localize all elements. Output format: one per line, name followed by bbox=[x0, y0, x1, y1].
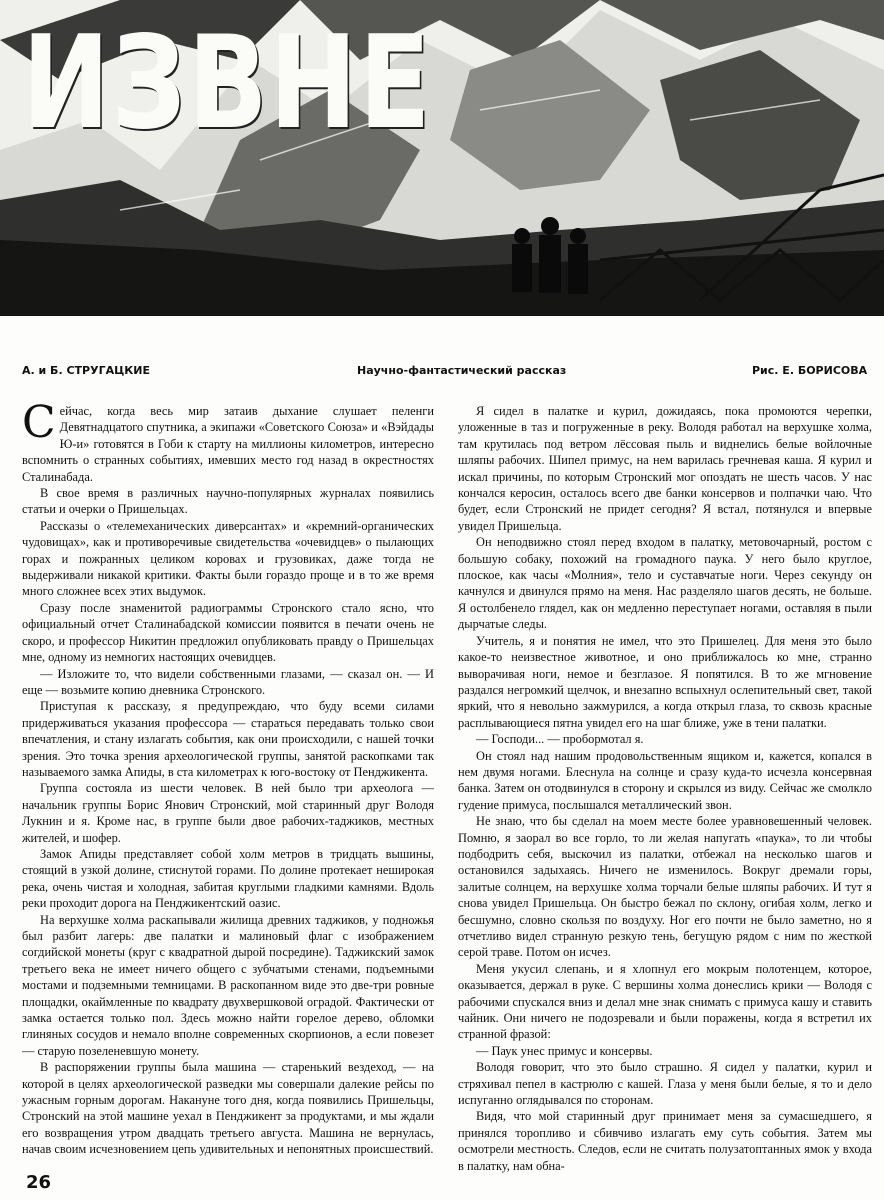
right-column bbox=[458, 403, 872, 1174]
paragraph: Он стоял над нашим продовольственным ящиком и, кажется, копался в нем двумя ногами. Блеснула на солнце и сразу куда-то исчезла консервная банка. Затем он отодвинулся в сторону и скрылся из виду. Сейчас же смолкло гудение примуса, послышался металлический звон. bbox=[458, 748, 872, 812]
paragraph: На верхушке холма раскапывали жилища древних таджиков, у подножья был разбит лагерь: две палатки и малиновый флаг с изображением согдийской монеты (круг с квадратной дырой посредине). Таджикский замок третьего века не имеет ничего общего с зубчатыми стенами, подъемными мостами и подземными темницами. В раскопанном виде это две-три ровные площадки, окаймленные по квадрату двухвершковой оградой. Фактически от замка остается только пол. Здесь можно найти горелое дерево, обломки глиняных сосудов и немало вполне современных скорпионов, а если повезет — старую позеленевшую монету. bbox=[22, 912, 434, 1058]
paragraph: Приступая к рассказу, я предупреждаю, что буду всеми силами придерживаться указания профессора — стараться передавать только свои впечатления, и стану излагать события, как они происходили, с нашей точки зрения. Это точка зрения археологической группы, занятой раскопками так называемого замка Апиды, в ста километрах к юго-востоку от Пенджикента. bbox=[22, 699, 434, 779]
paragraph: Видя, что мой старинный друг принимает меня за сумасшедшего, я принялся торопливо и сбивчиво излагать ему суть события. Затем мы осмотрели местность. Следов, если не считать полузатоптанных ямок у входа в палатку, нам обна- bbox=[458, 1109, 872, 1173]
paragraph: Группа состояла из шести человек. В ней было три археолога — начальник группы Борис Янович Стронский, мой старинный друг Володя Лукнин и я. Кроме нас, в группе были двое рабочих-таджиков, местных жителей, и шофер. bbox=[22, 781, 434, 845]
page-number: 26 bbox=[26, 1172, 52, 1193]
paragraph: Не знаю, что бы сделал на моем месте более уравновешенный человек. Помню, я заорал во все горло, то ли желая напугать «паука», то ли чтобы подбодрить себя, выскочил из палатки, отбежал на несколько шагов и остановился задыхаясь. Ничего не изменилось. Вокруг дремали горы, залитые солнцем, на верхушке холма торчали белые шляпы рабочих. И тут я снова увидел Пришельца. Он быстро бежал по склону, огибая холм, легко и бесшумно, словно скользя по воздуху. Ног его почти не было заметно, но я отчетливо видел странную резкую тень, бегущую рядом с ним по жесткой серой траве. Потом он исчез. bbox=[458, 814, 872, 960]
paragraph: Рассказы о «телемеханических диверсантах» и «кремний-органических чудовищах», как и противоречивые свидетельства «очевидцев» о пылающих горах и пожранных целиком коровах и грузовиках, даже тогда не выдерживали никакой критики. Факты были гораздо проще и в то же время много сложнее всех этих выдумок. bbox=[22, 518, 434, 599]
genre-subtitle: Научно-фантастический рассказ bbox=[357, 364, 567, 377]
paragraph: Замок Апиды представляет собой холм метров в тридцать вышины, стоящий в узкой долине, стиснутой горами. По долине протекает неширокая река, очень чистая и холодная, забитая круглыми гладкими камнями. Вдоль реки проходит дорога на Пенджикентский оазис. bbox=[22, 846, 434, 911]
drop-cap: С bbox=[22, 397, 56, 448]
paragraph: В свое время в различных научно-популярных журналах появились статьи и очерки о Пришельцах. bbox=[22, 486, 434, 517]
left-column bbox=[22, 397, 434, 1158]
paragraph: — Паук унес примус и консервы. bbox=[476, 1043, 653, 1058]
paragraph: — Изложите то, что видели собственными глазами, — сказал он. — И еще — возьмите копию дневника Стронского. bbox=[22, 666, 434, 697]
paragraph: Сейчас, когда весь мир затаив дыхание слушает пеленги Девятнадцатого спутника, а экипажи «Советского Союза» и «Вэйдады Ю-и» готовятся в Гоби к старту на миллионы километров, интересно вспомнить о странных событиях, имевших место год назад в окрестностях Сталинабада. bbox=[22, 397, 434, 484]
illustrator: Рис. Е. БОРИСОВА bbox=[752, 364, 868, 377]
paragraph: Сразу после знаменитой радиограммы Стронского стало ясно, что официальный отчет Сталинабадской комиссии появится в печати очень не скоро, и профессор Никитин предложил опубликовать правду о Пришельцах мне, одному из немногих настоящих очевидцев. bbox=[22, 600, 434, 665]
paragraph: Володя говорит, что это было страшно. Я сидел у палатки, курил и стряхивал пепел в кастрюлю с кашей. Глаза у меня были белые, я то и дело испуганно оглядывался по сторонам. bbox=[458, 1060, 872, 1108]
paragraph: — Господи... — пробормотал я. bbox=[476, 732, 644, 747]
paragraph: Я сидел в палатке и курил, дожидаясь, пока промоются черепки, уложенные в таз и погруженные в реку. Володя работал на верхушке холма, там крутилась под ветром лёссовая пыль и виднелись белые войлочные шляпы рабочих. Шипел примус, на нем варилась гречневая каша. Я курил и искал причины, по которым Стронский мог опоздать не шесть часов. У нас кончался керосин, осталось всего две банки консервов и полпачки чаю. Что будет, если Стронский не придет сегодня? Я встал, потянулся и впервые увидел Пришельца. bbox=[458, 404, 872, 533]
paragraph: В распоряжении группы была машина — старенький вездеход, — на которой в целях археологической разведки мы совершали далекие рейсы по ужасным горным дорогам. Накануне того дня, когда появились Пришельцы, Стронский на этой машине уехал в Пенджикент за продуктами, и мы ждали его возвращения утром двадцать третьего августа. Машина не вернулась, начав своим исчезновением цепь удивительных и непонятных происшествий. bbox=[22, 1060, 434, 1157]
header-illustration bbox=[0, 0, 884, 316]
authors: А. и Б. СТРУГАЦКИЕ bbox=[22, 364, 151, 377]
article-title: ИЗВНЕ bbox=[22, 9, 433, 158]
paragraph: Учитель, я и понятия не имел, что это Пришелец. Для меня это было какое-то неизвестное животное, и оно приближалось ко мне, странно выворачивая ноги, немое и безглазое. Я попятился. В то же мгновение раздался негромкий щелчок, и внезапно вспыхнул ослепительный свет, такой яркий, что я невольно зажмурился, а когда открыл глаза, то сквозь красные расплывающиеся пятна увидел его на шаг ближе, уже в тени палатки. bbox=[458, 633, 872, 730]
paragraph: Он неподвижно стоял перед входом в палатку, метовочарный, ростом с большую собаку, похожий на громадного паука. У него было круглое, плоское, как часы «Молния», тело и суставчатые ноги. Через секунду он качнулся и двинулся прямо на меня. Нас разделяло шагов десять, не больше. Я остолбенело глядел, как он медленно переступает ногами, оставляя в пыли дырчатые следы. bbox=[458, 535, 872, 632]
paragraph: Меня укусил слепань, и я хлопнул его мокрым полотенцем, которое, оказывается, держал в руке. С вершины холма донеслись крики — Володя с рабочими спускался вниз и делал мне знак снимать с примуса кашу и ставить чайник. Они ничего не подозревали и были поражены, когда я встретил их странной фразой: bbox=[458, 961, 872, 1042]
